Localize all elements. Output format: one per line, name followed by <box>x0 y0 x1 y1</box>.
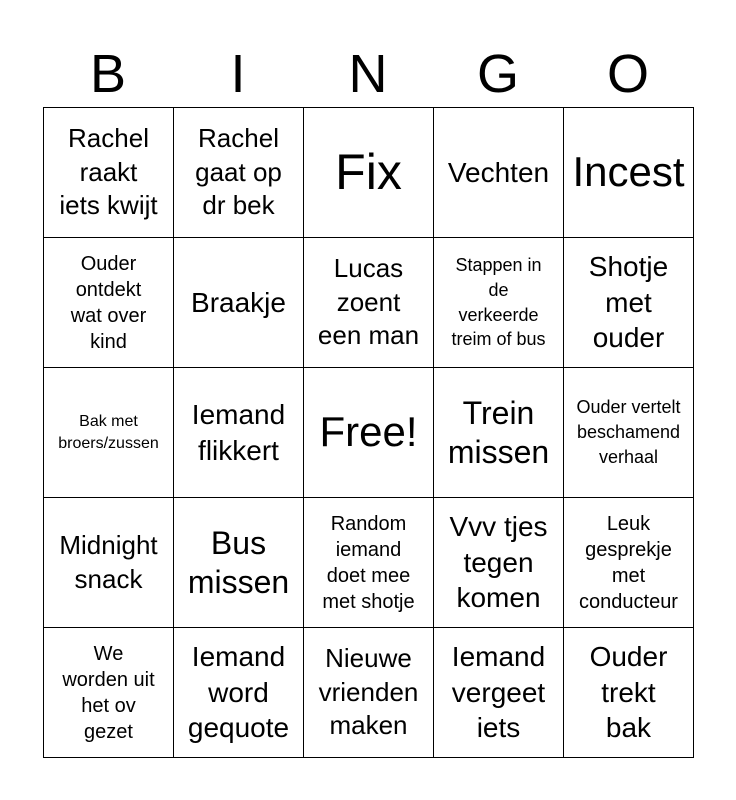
cell-text: Iemand vergeet iets <box>451 640 546 744</box>
cell-text: Bus missen <box>187 525 290 600</box>
bingo-cell-r1-c3[interactable] <box>304 108 434 238</box>
bingo-cell-r2-c3[interactable] <box>304 238 434 368</box>
bingo-cell-r4-c1[interactable] <box>44 498 174 628</box>
bingo-cell-r3-c2[interactable] <box>174 368 304 498</box>
cell-text: Vechten <box>447 156 550 188</box>
cell-text: Rachel raakt iets kwijt <box>59 122 158 221</box>
bingo-cell-r5-c3[interactable] <box>304 628 434 758</box>
bingo-cell-r4-c2[interactable] <box>174 498 304 628</box>
bingo-grid <box>43 107 694 758</box>
bingo-cell-r4-c5[interactable] <box>564 498 694 628</box>
cell-text: Ouder trekt bak <box>589 640 668 744</box>
bingo-cell-r5-c4[interactable] <box>434 628 564 758</box>
cell-text: Bak met broers/zussen <box>58 412 159 452</box>
bingo-cell-r3-c3[interactable] <box>304 368 434 498</box>
cell-text: Random iemand doet mee met shotje <box>322 512 415 613</box>
bingo-cell-r1-c1[interactable] <box>44 108 174 238</box>
header-letter-i: I <box>230 44 246 104</box>
cell-text: Leuk gesprekje met conducteur <box>579 512 678 613</box>
cell-text: Stappen in de verkeerde treim of bus <box>451 254 546 350</box>
cell-text: Trein missen <box>447 395 550 470</box>
cell-text: Ouder ontdekt wat over kind <box>70 252 147 353</box>
bingo-cell-r4-c3[interactable] <box>304 498 434 628</box>
header-letter-o: O <box>606 44 649 104</box>
cell-text: Rachel gaat op dr bek <box>195 122 282 221</box>
bingo-cell-r1-c2[interactable] <box>174 108 304 238</box>
bingo-cell-r3-c1[interactable] <box>44 368 174 498</box>
bingo-cell-r1-c4[interactable] <box>434 108 564 238</box>
cell-text: We worden uit het ov gezet <box>62 642 155 743</box>
header-letter-g: G <box>476 44 519 104</box>
cell-text: Braakje <box>191 286 286 318</box>
bingo-cell-r2-c4[interactable] <box>434 238 564 368</box>
bingo-cell-r5-c2[interactable] <box>174 628 304 758</box>
bingo-cell-r3-c5[interactable] <box>564 368 694 498</box>
cell-text: Iemand flikkert <box>191 398 286 466</box>
header-letter-b: B <box>89 44 127 104</box>
bingo-cell-r2-c5[interactable] <box>564 238 694 368</box>
cell-text: Lucas zoent een man <box>317 252 420 351</box>
header-letter-n: N <box>348 44 388 104</box>
bingo-cell-r4-c4[interactable] <box>434 498 564 628</box>
cell-text: Iemand word gequote <box>187 640 290 744</box>
bingo-cell-r5-c1[interactable] <box>44 628 174 758</box>
cell-text: Midnight snack <box>59 529 158 594</box>
bingo-cell-r2-c1[interactable] <box>44 238 174 368</box>
cell-text: Nieuwe vrienden maken <box>318 642 419 741</box>
cell-text: Vvv tjes tegen komen <box>449 510 548 614</box>
cell-text: Incest <box>572 148 685 196</box>
bingo-cell-r5-c5[interactable] <box>564 628 694 758</box>
bingo-header <box>43 40 693 108</box>
cell-text: Shotje met ouder <box>588 250 669 354</box>
cell-text: Fix <box>335 144 402 200</box>
bingo-cell-r3-c4[interactable] <box>434 368 564 498</box>
bingo-cell-r2-c2[interactable] <box>174 238 304 368</box>
cell-text: Free! <box>319 408 418 456</box>
bingo-cell-r1-c5[interactable] <box>564 108 694 238</box>
cell-text: Ouder vertelt beschamend verhaal <box>576 397 681 467</box>
